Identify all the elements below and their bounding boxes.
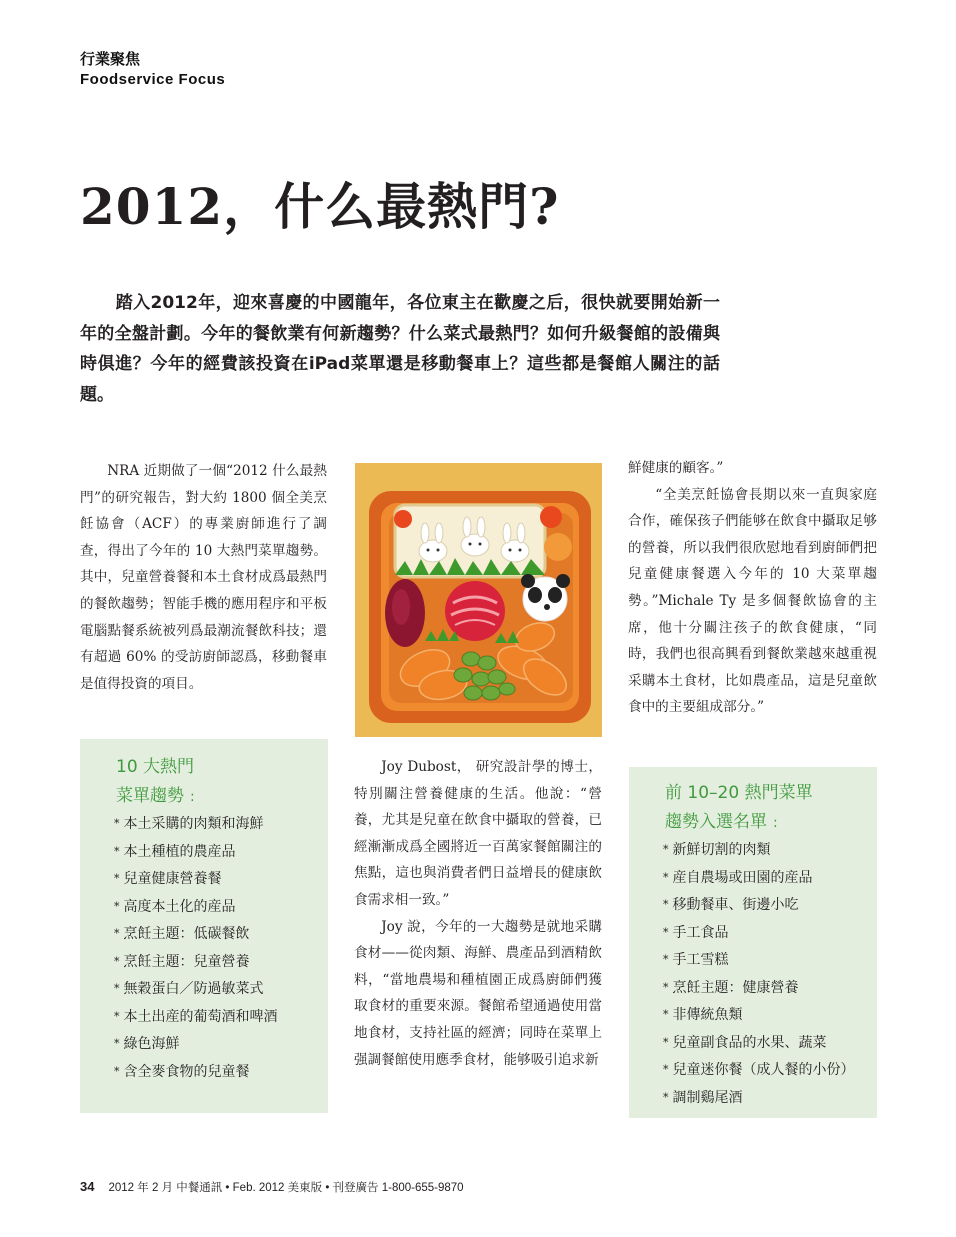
list-item <box>663 1085 855 1113</box>
column-2-paragraph-1: Joy Dubost， 研究設計學的博士，特別關注營養健康的生活。他說：“營養，尤其是兒童在飲食中攝取的營養，已經漸漸成爲全國將近一百萬家餐館關注的焦點，這也與消費者們日益增長的健康飲食需求相一致。” <box>354 759 602 908</box>
article-lede <box>80 288 720 410</box>
list-item-text: 兒童副食品的水果、蔬菜 <box>672 1034 827 1051</box>
bullet-star: * <box>114 982 120 995</box>
sidebar-2-title <box>665 779 865 838</box>
list-item <box>114 894 278 922</box>
list-item-text: 綠色海鮮 <box>123 1036 180 1052</box>
sidebar-1-title-line-2 <box>116 782 316 812</box>
list-item-text: 非傳統魚類 <box>672 1007 743 1023</box>
bullet-star: * <box>114 1009 120 1023</box>
top-10-trends-sidebar <box>80 739 328 1113</box>
sidebar-2-list <box>663 837 855 1112</box>
bullet-star: * <box>663 953 669 966</box>
list-item-text: 調制鷄尾酒 <box>672 1089 743 1106</box>
list-item <box>114 949 278 977</box>
sidebar-2-title-line-1: 前 10–20 熱門菜單 <box>665 783 813 803</box>
bullet-star: * <box>114 872 120 885</box>
bullet-star: * <box>663 843 669 856</box>
list-item <box>663 865 855 893</box>
list-item-text: 烹飪主題：健康營養 <box>672 979 799 996</box>
list-item-text: 産自農場或田園的産品 <box>672 869 813 886</box>
bento-photo <box>355 463 602 737</box>
sidebar-1-title-colon: : <box>190 789 195 805</box>
column-2-paragraph-2: Joy 說，今年的一大趨勢是就地采購食材——從肉類、海鮮、農產品到酒精飲料，“當地農場和種植園正成爲廚師們獲取食材的重要來源。餐館希望通過使用當地食材，支持社區的經濟；同時在菜單上强調餐館使用應季食材，能够吸引追求新 <box>354 918 602 1068</box>
sidebar-1-title-line-1: 10 大熱門 <box>116 757 195 777</box>
column-2 <box>354 754 602 1073</box>
list-item-text: 無穀蛋白／防過敏菜式 <box>123 981 264 997</box>
list-item <box>663 975 855 1003</box>
section-tag-en: Foodservice Focus <box>80 71 226 88</box>
list-item <box>663 837 855 865</box>
list-item <box>114 921 278 949</box>
page-number: 34 <box>80 1179 95 1194</box>
sidebar-1-title-line-2-text: 菜單趨勢 <box>116 786 184 806</box>
lede-text: 踏入2012年，迎來喜慶的中國龍年，各位東主在歡慶之后，很快就要開始新一年的全盤計劃。今年的餐飲業有何新趨勢？什么菜式最熱門？如何升級餐館的設備與時俱進？今年的經費該投資在iPad菜單還是移動餐車上？這些都是餐館人關注的話題。 <box>80 293 720 405</box>
sidebar-2-title-line-2-text: 趨勢入選名單 <box>665 812 767 832</box>
bullet-star: * <box>663 925 669 939</box>
list-item <box>114 1004 278 1032</box>
list-item-text: 兒童健康營養餐 <box>123 871 222 887</box>
list-item-text: 手工食品 <box>672 924 729 941</box>
sidebar-1-list <box>114 811 278 1086</box>
bullet-star: * <box>114 927 120 940</box>
section-tag-zh: 行業聚焦 <box>80 51 141 68</box>
list-item <box>663 1057 855 1085</box>
bullet-star: * <box>663 898 669 911</box>
bullet-star: * <box>663 1090 669 1104</box>
bullet-star: * <box>114 817 120 830</box>
bullet-star: * <box>114 1064 120 1078</box>
list-item-text: 高度本土化的産品 <box>123 898 236 915</box>
list-item <box>663 920 855 948</box>
top-10-20-trends-sidebar <box>629 767 877 1118</box>
bullet-star: * <box>663 870 669 884</box>
list-item <box>114 976 278 1004</box>
list-item <box>114 1031 278 1059</box>
bullet-star: * <box>663 1035 669 1049</box>
article-headline: 2012，什么最熱門? <box>80 177 560 236</box>
list-item <box>663 892 855 920</box>
list-item-text: 新鮮切割的肉類 <box>672 842 771 858</box>
list-item <box>663 1030 855 1058</box>
bullet-star: * <box>114 844 120 858</box>
list-item <box>663 1002 855 1030</box>
page-footer <box>80 1179 464 1195</box>
bullet-star: * <box>114 1037 120 1050</box>
list-item-text: 含全麥食物的兒童餐 <box>123 1063 250 1080</box>
sidebar-1-title <box>116 753 316 812</box>
list-item-text: 本土出産的葡萄酒和啤酒 <box>123 1008 278 1025</box>
sidebar-2-title-line-2 <box>665 808 865 838</box>
column-3 <box>628 455 877 721</box>
list-item-text: 兒童迷你餐（成人餐的小份） <box>672 1062 855 1078</box>
bullet-star: * <box>114 899 120 913</box>
column-3-paragraph-1: “全美烹飪協會長期以來一直與家庭合作，確保孩子們能够在飲食中攝取足够的營養，所以我們很欣慰地看到廚師們把兒童健康餐選入今年的 10 大菜單趨勢。”Michale Ty 是多個餐飲協會的主席，他十分關注孩子的飲食健康，“同時，我們也很高興看到餐飲業越來越重視采購本土食材，比如農產品，這是兒童飲食中的主要組成部分。” <box>628 486 877 716</box>
bullet-star: * <box>663 980 669 994</box>
list-item-text: 烹飪主題：低碳餐飲 <box>123 926 250 942</box>
footer-text: 2012 年 2 月 中餐通訊 • Feb. 2012 美東版 • 刊登廣告 1-800-655-9870 <box>108 1182 464 1194</box>
column-1 <box>80 458 327 697</box>
section-tag <box>80 50 225 89</box>
list-item-text: 手工雪糕 <box>672 952 729 968</box>
list-item <box>114 811 278 839</box>
list-item <box>663 947 855 975</box>
bento-illustration <box>355 463 602 737</box>
column-3-continuation: 鮮健康的顧客。” <box>628 460 724 476</box>
bullet-star: * <box>114 954 120 968</box>
list-item-text: 本土采購的肉類和海鮮 <box>123 816 264 832</box>
list-item <box>114 1059 278 1087</box>
list-item <box>114 866 278 894</box>
list-item <box>114 839 278 867</box>
list-item-text: 本土種植的農産品 <box>123 843 236 860</box>
column-1-paragraph: NRA 近期做了一個“2012 什么最熱門”的研究報告，對大約 1800 個全美烹飪協會（ACF）的專業廚師進行了調查，得出了今年的 10 大熱門菜單趨勢。其中，兒童營養餐和本土食材成爲最熱門的餐飲趨勢；智能手機的應用程序和平板電腦點餐系統被列爲最潮流餐飲科技；還有超過 60% 的受訪廚師認爲，移動餐車是值得投資的項目。 <box>80 463 327 692</box>
sidebar-2-title-colon: : <box>773 815 778 831</box>
bullet-star: * <box>663 1008 669 1021</box>
bullet-star: * <box>663 1063 669 1076</box>
list-item-text: 烹飪主題：兒童營養 <box>123 953 250 970</box>
list-item-text: 移動餐車、街邊小吃 <box>672 897 799 913</box>
